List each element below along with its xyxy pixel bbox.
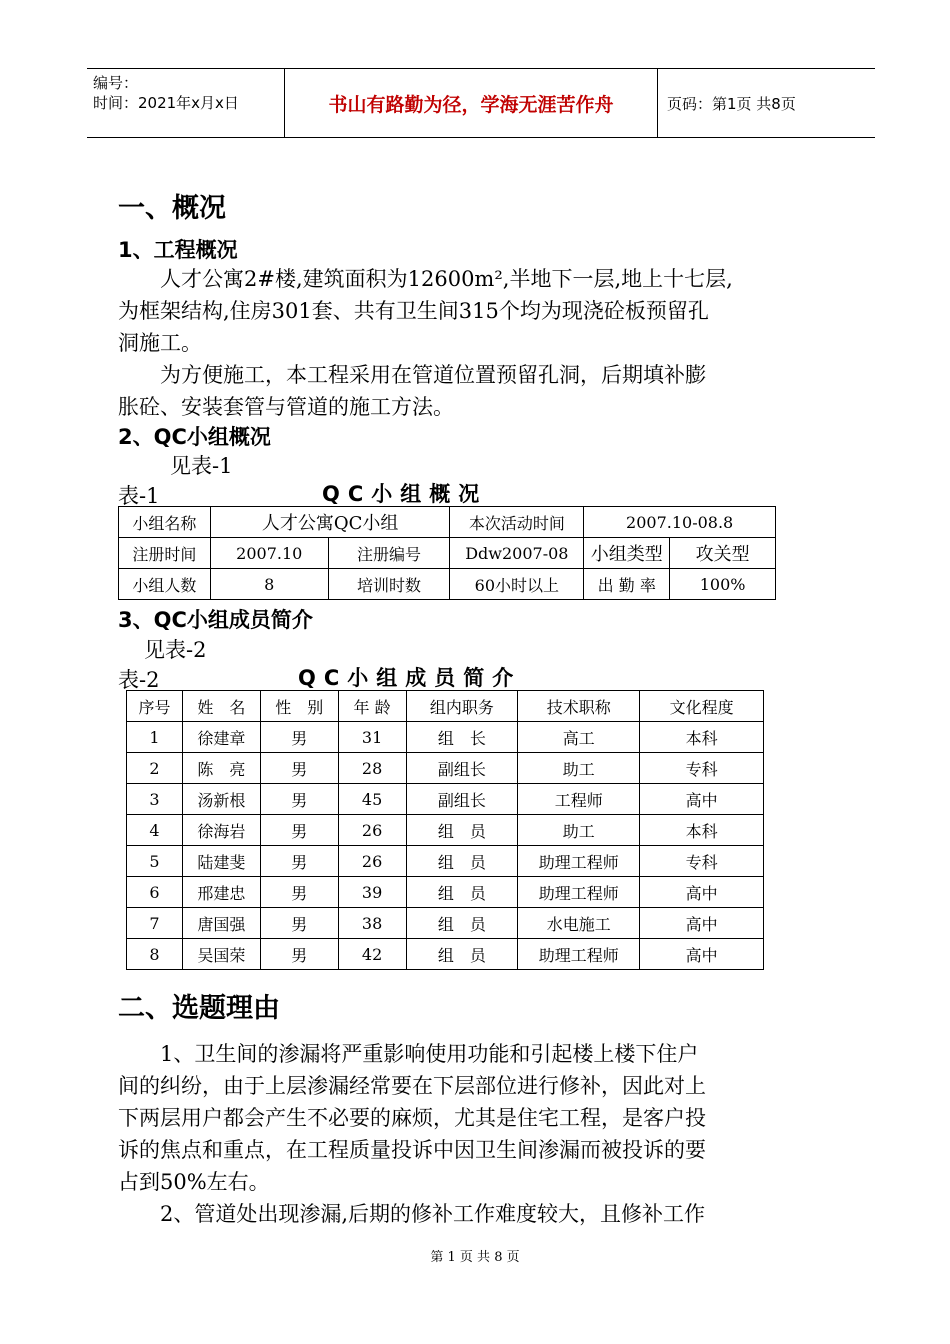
table-cell: 组 员 xyxy=(406,908,518,939)
section1-title: 一、概况 xyxy=(118,193,226,224)
table-cell: 男 xyxy=(260,722,338,753)
table1-title: QC小组概况 xyxy=(322,482,488,506)
table-row xyxy=(127,877,764,908)
table-cell: 高中 xyxy=(640,939,764,970)
table-cell: 组 员 xyxy=(406,815,518,846)
table-cell: 45 xyxy=(338,784,406,815)
table-cell: 助工 xyxy=(518,753,640,784)
s2-line5: 占到50%左右。 xyxy=(118,1170,270,1194)
table-cell: 男 xyxy=(260,784,338,815)
qc-members-table xyxy=(126,690,764,970)
table-cell: 3 xyxy=(127,784,183,815)
para2-line1: 为方便施工，本工程采用在管道位置预留孔洞，后期填补膨 xyxy=(118,363,706,387)
table-cell: 陆建斐 xyxy=(182,846,260,877)
qc-group-overview-table xyxy=(118,506,776,600)
table-cell: 攻关型 xyxy=(670,538,776,569)
table-row xyxy=(127,722,764,753)
table-cell: 4 xyxy=(127,815,183,846)
table-cell: 男 xyxy=(260,877,338,908)
table-cell: 男 xyxy=(260,939,338,970)
s2-line4: 诉的焦点和重点，在工程质量投诉中因卫生间渗漏而被投诉的要 xyxy=(118,1138,706,1162)
table-cell: 出 勤 率 xyxy=(584,569,670,600)
s2-line1: 1、卫生间的渗漏将严重影响使用功能和引起楼上楼下住户 xyxy=(118,1042,699,1066)
table-cell: 男 xyxy=(260,753,338,784)
table-cell: 7 xyxy=(127,908,183,939)
page-header xyxy=(87,68,875,138)
table-cell: 陈 亮 xyxy=(182,753,260,784)
table-cell: 助理工程师 xyxy=(518,877,640,908)
table-cell: 助理工程师 xyxy=(518,939,640,970)
motto: 书山有路勤为径，学海无涯苦作舟 xyxy=(285,69,658,137)
table-cell: 唐国强 xyxy=(182,908,260,939)
table-header-cell: 组内职务 xyxy=(406,691,518,722)
sub3-title: 3、QC小组成员简介 xyxy=(118,608,313,632)
table-cell: 助理工程师 xyxy=(518,846,640,877)
table-cell: 42 xyxy=(338,939,406,970)
table-cell: 小组人数 xyxy=(119,569,211,600)
table-cell: 汤新根 xyxy=(182,784,260,815)
table-cell: 高中 xyxy=(640,908,764,939)
table-row xyxy=(127,846,764,877)
page-footer: 第 1 页 共 8 页 xyxy=(430,1250,520,1265)
table1-label: 表-1 xyxy=(118,484,160,508)
table-cell: 男 xyxy=(260,908,338,939)
table-cell: 5 xyxy=(127,846,183,877)
table-cell: 26 xyxy=(338,815,406,846)
see-table1: 见表-1 xyxy=(170,454,233,478)
table-cell: 高中 xyxy=(640,784,764,815)
table-row xyxy=(127,753,764,784)
table-cell: 小组名称 xyxy=(119,507,211,538)
s2-line3: 下两层用户都会产生不必要的麻烦，尤其是住宅工程，是客户投 xyxy=(118,1106,706,1130)
table-cell: 培训时数 xyxy=(328,569,450,600)
table-cell: 组 员 xyxy=(406,846,518,877)
table2-label: 表-2 xyxy=(118,668,160,692)
table-cell: 专科 xyxy=(640,753,764,784)
table-row xyxy=(119,507,776,538)
number-label: 编号： xyxy=(93,74,139,92)
table-cell: 徐海岩 xyxy=(182,815,260,846)
see-table2: 见表-2 xyxy=(144,638,207,662)
table-header-cell: 文化程度 xyxy=(640,691,764,722)
page-label: 页码：第1页 共8页 xyxy=(667,94,796,113)
table-cell: 本科 xyxy=(640,815,764,846)
table-header-cell: 年 龄 xyxy=(338,691,406,722)
table-cell: 徐建章 xyxy=(182,722,260,753)
table-cell: 本科 xyxy=(640,722,764,753)
table-cell: 本次活动时间 xyxy=(450,507,584,538)
table-cell: 60小时以上 xyxy=(450,569,584,600)
table-header-cell: 技术职称 xyxy=(518,691,640,722)
table-cell: Ddw2007-08 xyxy=(450,538,584,569)
para1-line3: 洞施工。 xyxy=(118,331,202,355)
para2-line2: 胀砼、安装套管与管道的施工方法。 xyxy=(118,395,454,419)
table-cell: 组 长 xyxy=(406,722,518,753)
header-left-cell xyxy=(87,69,285,137)
table-cell: 组 员 xyxy=(406,877,518,908)
table-cell: 38 xyxy=(338,908,406,939)
table-header-cell: 序号 xyxy=(127,691,183,722)
para1-line2: 为框架结构,住房301套、共有卫生间315个均为现浇砼板预留孔 xyxy=(118,299,709,323)
table-row xyxy=(127,908,764,939)
table-cell: 28 xyxy=(338,753,406,784)
section2-title: 二、选题理由 xyxy=(118,993,280,1024)
table-row xyxy=(119,538,776,569)
table-cell: 2 xyxy=(127,753,183,784)
para1-line1: 人才公寓2#楼,建筑面积为12600m²,半地下一层,地上十七层, xyxy=(118,267,733,291)
table-cell: 男 xyxy=(260,846,338,877)
table2-title: QC小组成员简介 xyxy=(298,666,522,690)
table-cell: 专科 xyxy=(640,846,764,877)
table-cell: 2007.10-08.8 xyxy=(584,507,776,538)
table-cell: 100% xyxy=(670,569,776,600)
sub1-title: 1、工程概况 xyxy=(118,238,238,262)
table-cell: 男 xyxy=(260,815,338,846)
table-cell: 高中 xyxy=(640,877,764,908)
table-cell: 注册时间 xyxy=(119,538,211,569)
table-cell: 26 xyxy=(338,846,406,877)
table-cell: 8 xyxy=(210,569,328,600)
table-row xyxy=(127,815,764,846)
table-cell: 副组长 xyxy=(406,753,518,784)
table-cell: 31 xyxy=(338,722,406,753)
table-cell: 吴国荣 xyxy=(182,939,260,970)
table-cell: 小组类型 xyxy=(584,538,670,569)
time-label: 时间：2021年x月x日 xyxy=(93,94,239,112)
s2-line6: 2、管道处出现渗漏,后期的修补工作难度较大，且修补工作 xyxy=(118,1202,706,1226)
table-cell: 注册编号 xyxy=(328,538,450,569)
table-cell: 邢建忠 xyxy=(182,877,260,908)
table-cell: 2007.10 xyxy=(210,538,328,569)
table-cell: 工程师 xyxy=(518,784,640,815)
table-cell: 组 员 xyxy=(406,939,518,970)
table-cell: 助工 xyxy=(518,815,640,846)
table-header-cell: 性 别 xyxy=(260,691,338,722)
table-cell: 8 xyxy=(127,939,183,970)
table-row xyxy=(127,939,764,970)
s2-line2: 间的纠纷，由于上层渗漏经常要在下层部位进行修补，因此对上 xyxy=(118,1074,706,1098)
table-header-cell: 姓 名 xyxy=(182,691,260,722)
table-cell: 水电施工 xyxy=(518,908,640,939)
table-cell: 副组长 xyxy=(406,784,518,815)
table-cell: 高工 xyxy=(518,722,640,753)
table-row xyxy=(127,784,764,815)
table-cell: 1 xyxy=(127,722,183,753)
table-cell: 6 xyxy=(127,877,183,908)
table-cell: 人才公寓QC小组 xyxy=(210,507,450,538)
table-header-row xyxy=(127,691,764,722)
sub2-title: 2、QC小组概况 xyxy=(118,425,271,449)
table-cell: 39 xyxy=(338,877,406,908)
table-row xyxy=(119,569,776,600)
